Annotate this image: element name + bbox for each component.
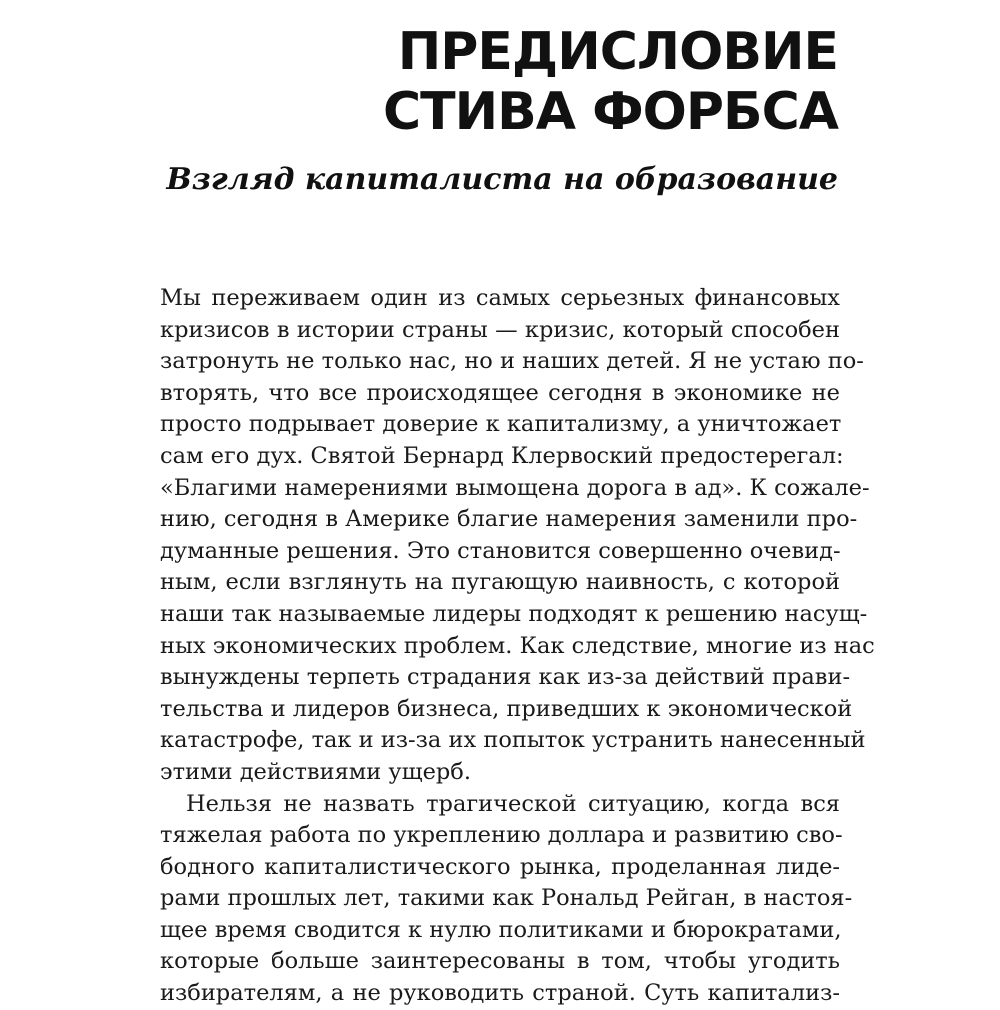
text-line: сам его дух. Святой Бернард Клервоский предостерегал: [160, 442, 844, 469]
text-line: наши так называемые лидеры подходят к решению насущ- [160, 600, 868, 627]
text-line: Мы переживаем один из самых серьезных финансовых [160, 285, 840, 311]
text-line: бодного капиталистического рынка, проделанная лиде- [160, 853, 840, 880]
text-line: ным, если взглянуть на пугающую наивность, с которой [160, 569, 840, 596]
chapter-title-line-1: ПРЕДИСЛОВИЕ [397, 22, 838, 82]
text-line: тельства и лидеров бизнеса, приведших к экономической [160, 695, 853, 722]
text-line: вторять, что все происходящее сегодня в экономике не [160, 379, 840, 406]
chapter-subtitle: Взгляд капиталиста на образование [166, 162, 838, 197]
chapter-title [383, 22, 838, 142]
text-line-paragraph-start: Нельзя не назвать трагической ситуацию, когда вся [186, 790, 840, 817]
text-line-paragraph-end: этими действиями ущерб. [160, 758, 471, 785]
text-line: нию, сегодня в Америке благие намерения заменили про- [160, 506, 858, 533]
text-line: катастрофе, так и из-за их попыток устранить нанесенный [160, 727, 866, 754]
text-line: щее время сводится к нулю политиками и бюрократами, [160, 916, 842, 943]
chapter-title-line-2: СТИВА ФОРБСА [382, 82, 838, 142]
text-line: рами прошлых лет, такими как Рональд Рейган, в настоя- [160, 885, 853, 912]
text-line: тяжелая работа по укреплению доллара и развитию сво- [160, 822, 843, 849]
text-line: которые больше заинтересованы в том, чтобы угодить [160, 948, 840, 975]
text-line: вынуждены терпеть страдания как из-за действий прави- [160, 664, 851, 691]
body-text [160, 283, 875, 1010]
text-line: ных экономических проблем. Как следствие, многие из нас [160, 632, 875, 659]
text-line: просто подрывает доверие к капитализму, а уничтожает [160, 411, 842, 438]
text-line: кризисов в истории страны — кризис, который способен [160, 316, 840, 343]
text-line: затронуть не только нас, но и наших детей. Я не устаю по- [160, 348, 864, 375]
text-line: избирателям, а не руководить страной. Суть капитализ- [160, 980, 840, 1007]
text-line: думанные решения. Это становится совершенно очевид- [160, 537, 841, 564]
text-line: «Благими намерениями вымощена дорога в ад». К сожале- [160, 474, 870, 501]
